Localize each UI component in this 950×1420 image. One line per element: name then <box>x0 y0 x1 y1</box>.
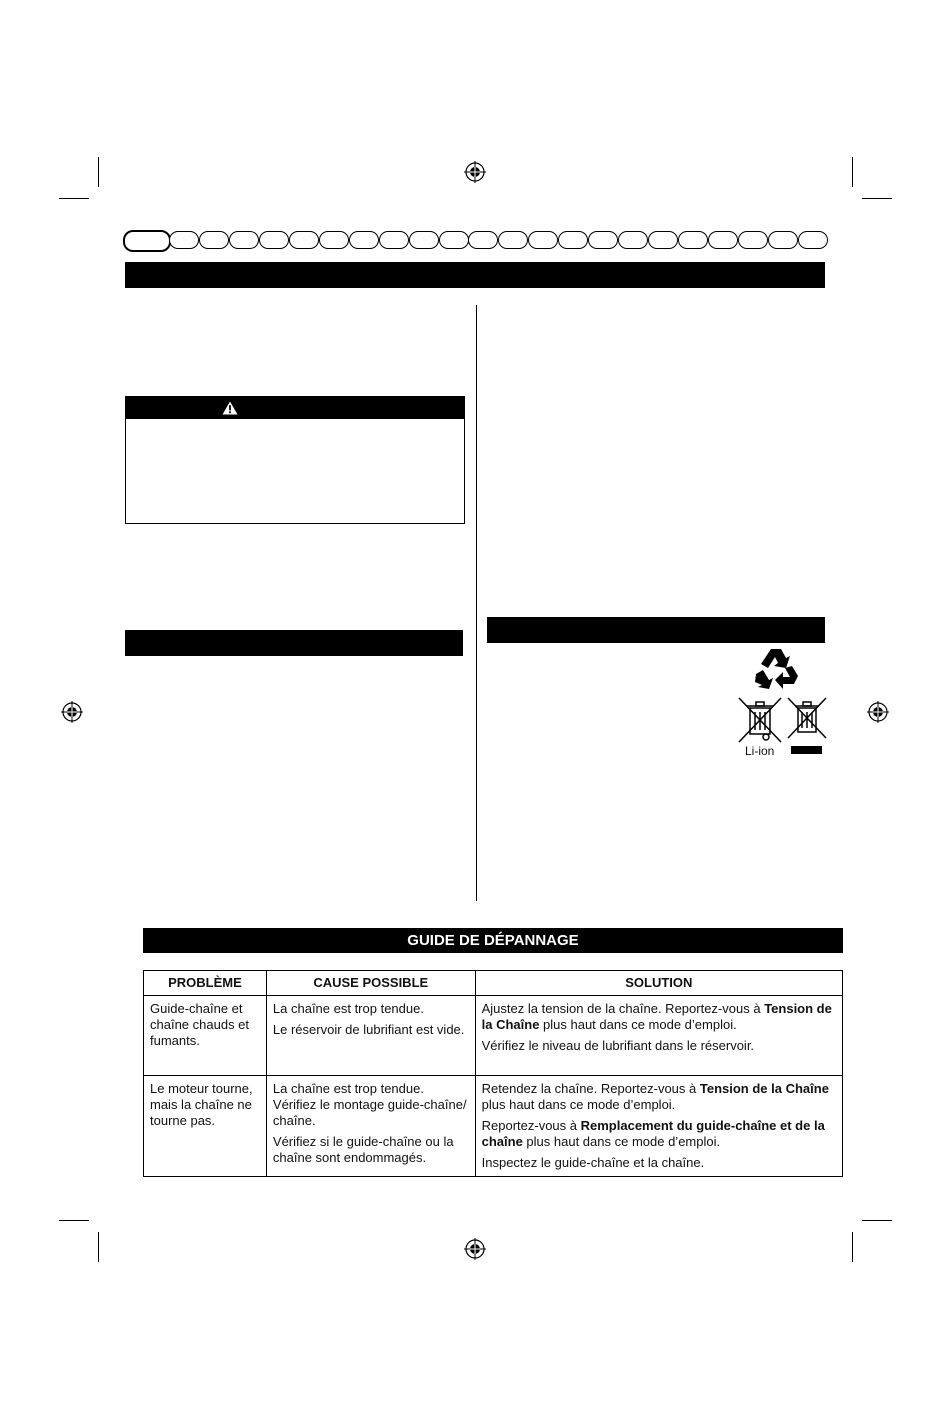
cause-text: La chaîne est trop tendue. <box>272 1001 424 1016</box>
solution-fragment: Reportez-vous à <box>481 1118 581 1133</box>
solution-reference: Tension de la Chaîne <box>481 1001 832 1032</box>
language-tab <box>349 231 379 249</box>
crop-mark <box>59 1220 89 1221</box>
column-header-solution: SOLUTION <box>475 971 842 996</box>
language-tab <box>409 231 439 249</box>
crop-mark <box>98 1232 99 1262</box>
language-tab <box>708 231 738 249</box>
troubleshooting-table <box>143 970 843 1177</box>
language-tab <box>798 231 828 249</box>
warning-header <box>126 397 464 419</box>
language-tab <box>498 231 528 249</box>
language-tab <box>468 231 498 249</box>
registration-mark-icon <box>464 1238 486 1260</box>
language-tab <box>588 231 618 249</box>
language-tab <box>229 231 259 249</box>
recycle-icon <box>752 646 800 692</box>
problem-cell: Guide-chaîne et chaîne chauds et fumants. <box>144 996 267 1076</box>
registration-mark-icon <box>61 701 83 723</box>
solution-fragment: plus haut dans ce mode d’emploi. <box>539 1017 737 1032</box>
language-tab <box>123 230 171 252</box>
language-tab <box>439 231 469 249</box>
solution-text <box>482 1038 836 1054</box>
section-header-bar <box>487 617 825 643</box>
column-divider <box>476 305 477 901</box>
crossed-bin-icon <box>786 696 828 740</box>
cause-cell <box>266 1076 475 1177</box>
separate-collection-bar <box>791 746 822 754</box>
li-ion-label: Li-ion <box>745 744 775 758</box>
language-tab <box>289 231 319 249</box>
solution-fragment: Inspectez le guide-chaîne et la chaîne. <box>481 1155 705 1170</box>
solution-fragment: Ajustez la tension de la chaîne. Reportez-vous à <box>481 1001 765 1016</box>
solution-reference: Remplacement du guide-chaîne et de la chaîne <box>481 1118 825 1149</box>
troubleshooting-title: GUIDE DE DÉPANNAGE <box>143 928 843 953</box>
language-tab <box>738 231 768 249</box>
language-tab <box>169 231 199 249</box>
column-header-cause: CAUSE POSSIBLE <box>266 971 475 996</box>
language-tab <box>648 231 678 249</box>
cause-cell <box>266 996 475 1076</box>
column-header-problem: PROBLÈME <box>144 971 267 996</box>
language-tab <box>618 231 648 249</box>
language-tab <box>259 231 289 249</box>
solution-cell <box>475 1076 842 1177</box>
cause-text: Le réservoir de lubrifiant est vide. <box>272 1022 465 1037</box>
crop-mark <box>862 1220 892 1221</box>
solution-text <box>482 1118 836 1150</box>
language-tab <box>379 231 409 249</box>
solution-text <box>482 1081 836 1113</box>
language-tab <box>768 231 798 249</box>
solution-reference: Tension de la Chaîne <box>699 1081 829 1096</box>
registration-mark-icon <box>464 161 486 183</box>
solution-fragment: plus haut dans ce mode d’emploi. <box>522 1134 721 1149</box>
cause-text: La chaîne est trop tendue. Vérifiez le montage guide-chaîne/ chaîne. <box>272 1081 467 1128</box>
crop-mark <box>98 157 99 187</box>
crossed-bin-icon <box>737 696 783 744</box>
solution-text <box>482 1155 836 1171</box>
table-header-row <box>144 971 843 996</box>
language-tab <box>319 231 349 249</box>
registration-mark-icon <box>867 701 889 723</box>
table-row <box>144 996 843 1076</box>
language-tab <box>558 231 588 249</box>
language-tab <box>678 231 708 249</box>
cause-text: Vérifiez si le guide-chaîne ou la chaîne sont endommagés. <box>272 1134 454 1165</box>
solution-fragment: Retendez la chaîne. Reportez-vous à <box>481 1081 700 1096</box>
solution-text <box>482 1001 836 1033</box>
crop-mark <box>852 157 853 187</box>
solution-cell <box>475 996 842 1076</box>
table-row <box>144 1076 843 1177</box>
crop-mark <box>59 198 89 199</box>
language-tab <box>199 231 229 249</box>
warning-box <box>125 396 465 524</box>
warning-triangle-icon <box>222 401 238 415</box>
language-tab <box>528 231 558 249</box>
solution-fragment: Vérifiez le niveau de lubrifiant dans le réservoir. <box>481 1038 755 1053</box>
section-header-bar <box>125 630 463 656</box>
language-tabs <box>123 231 833 249</box>
problem-cell: Le moteur tourne, mais la chaîne ne tourne pas. <box>144 1076 267 1177</box>
solution-fragment: plus haut dans ce mode d’emploi. <box>481 1097 676 1112</box>
crop-mark <box>862 198 892 199</box>
crop-mark <box>852 1232 853 1262</box>
section-header-bar <box>125 262 825 288</box>
